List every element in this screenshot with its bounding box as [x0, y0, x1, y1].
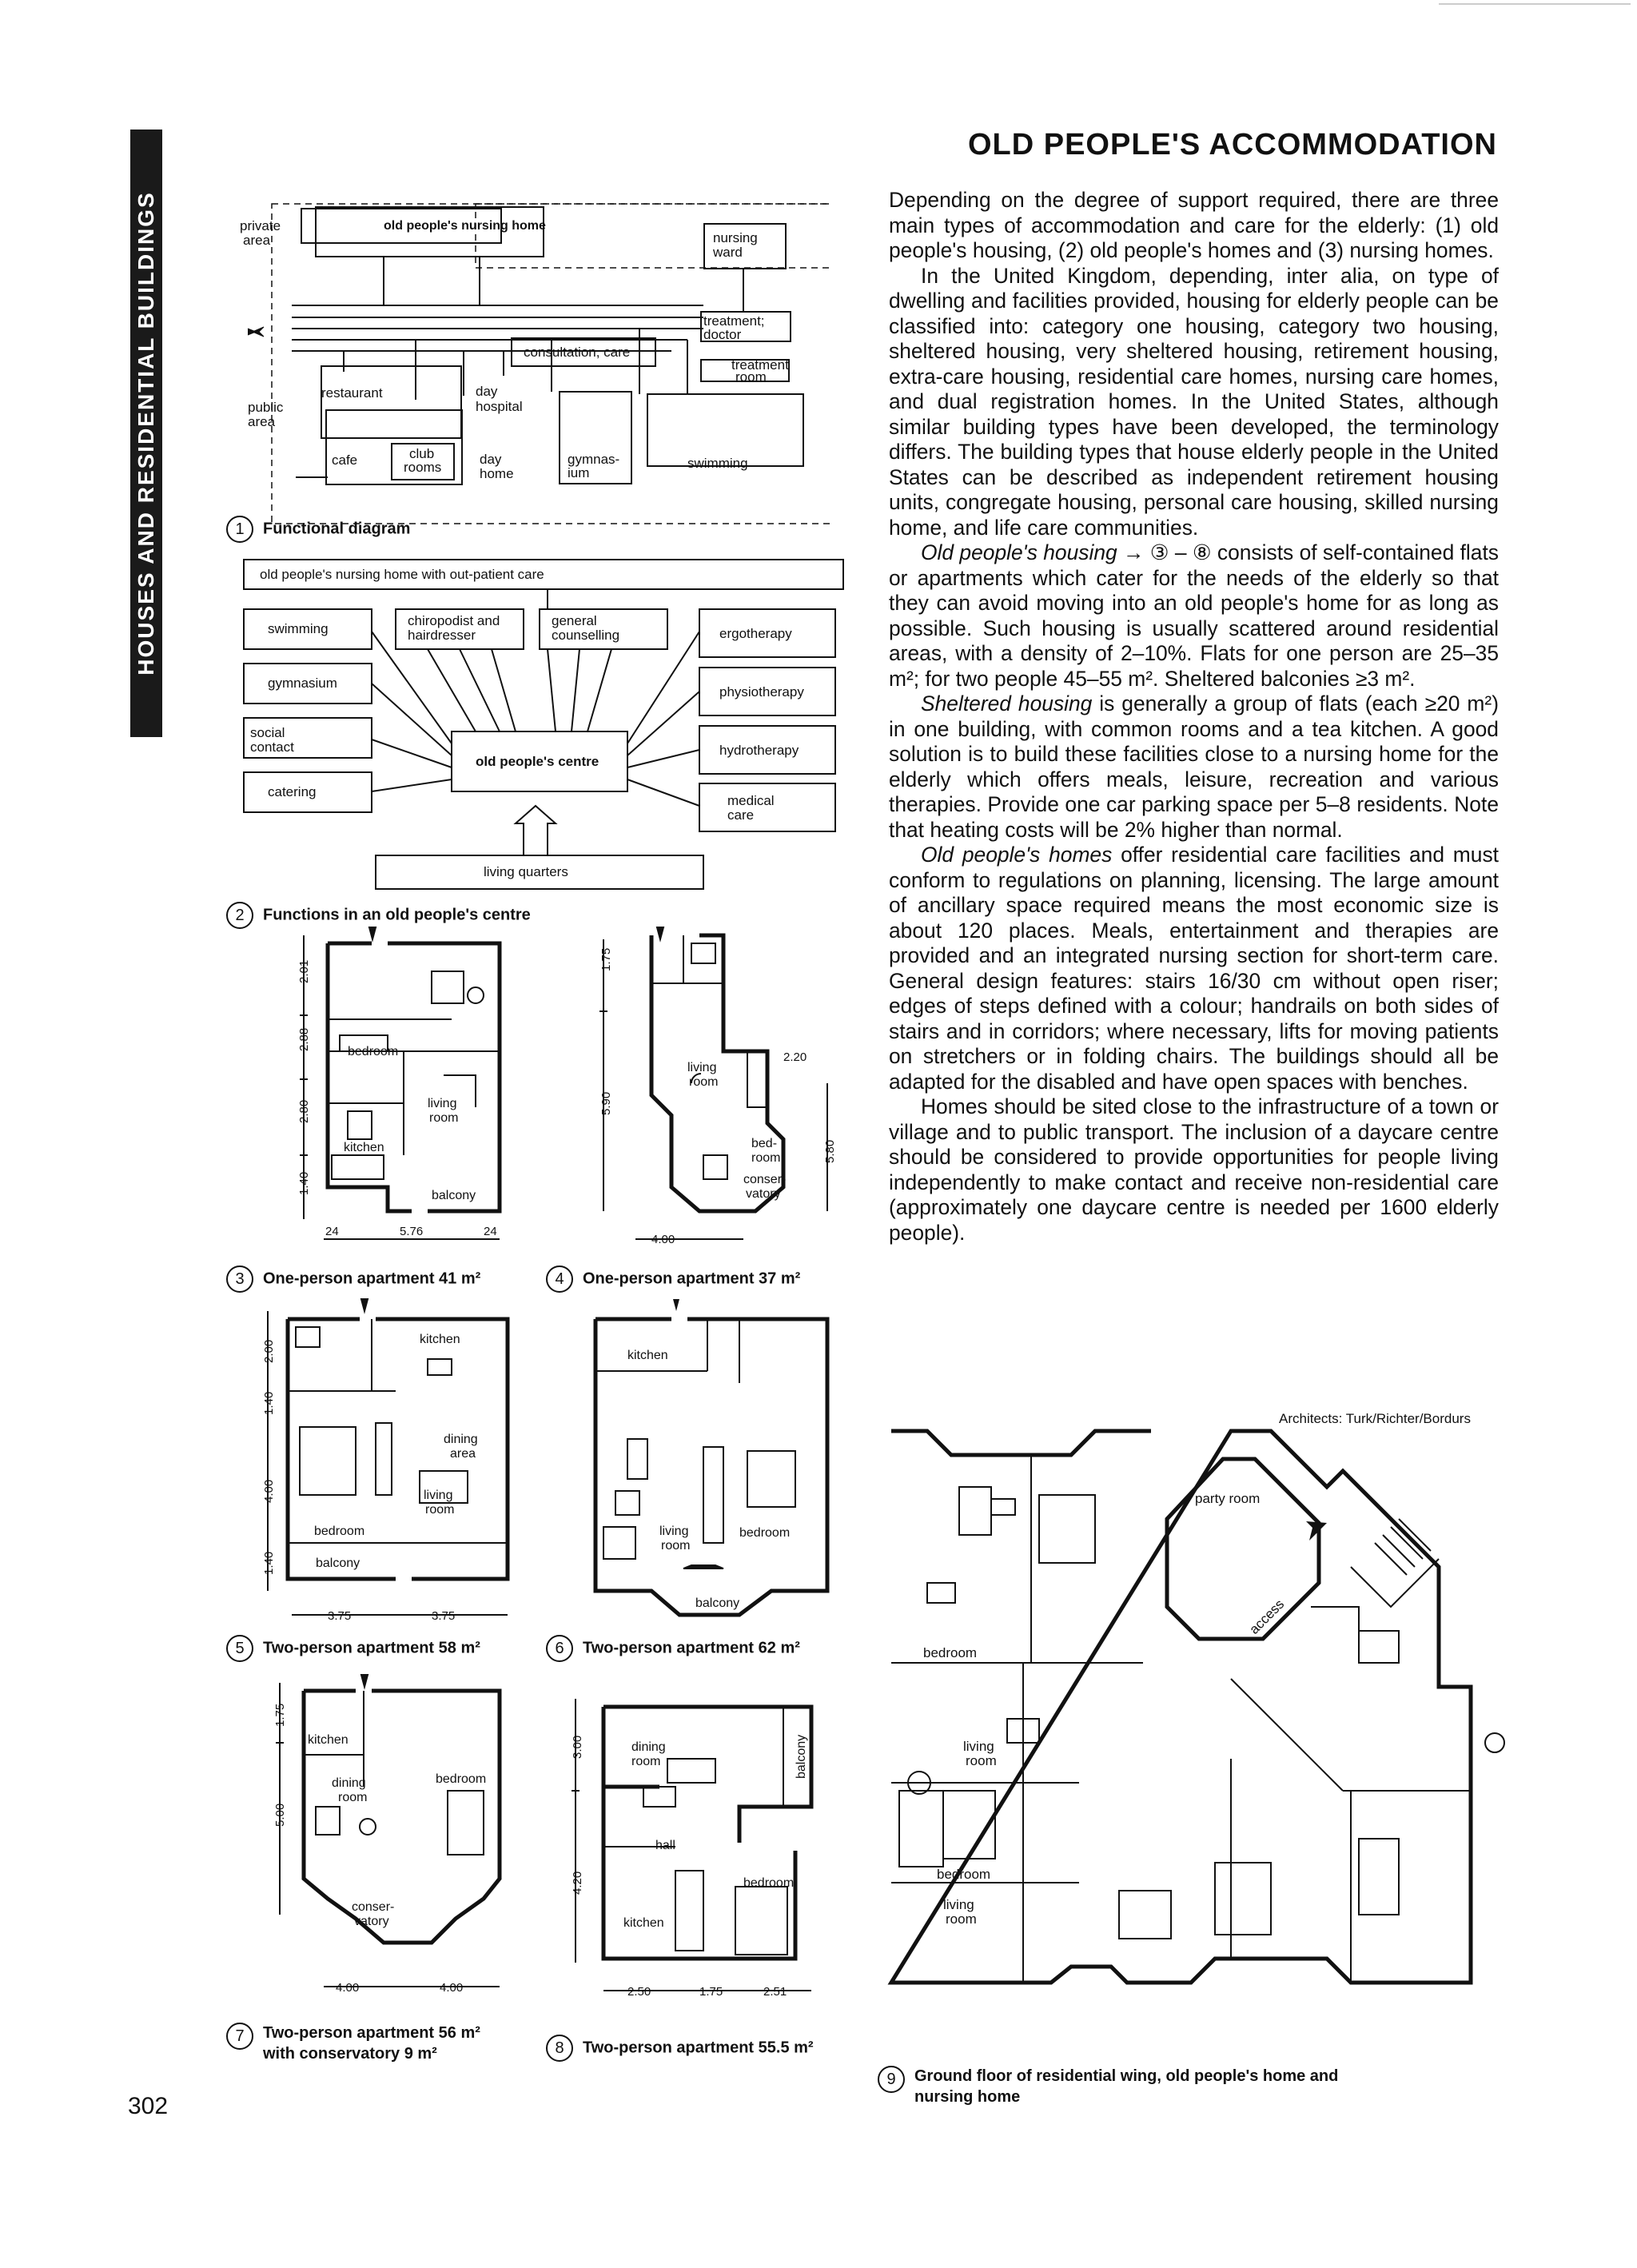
plan-one-person-37	[587, 923, 851, 1259]
f3-dim-3: 2.80	[297, 1099, 311, 1123]
f9-bedroom-1: bedroom	[923, 1645, 978, 1660]
paragraph-2: In the United Kingdom, depending, inter alia, on type of dwelling and facilities provided, housing for elderly people can be classified into: category one housing, category two housing, sheltered housing, very sheltered housing, retirement housing, extra-care housing, residential care homes, nursing care homes, and dual registration homes. In the United States, although similar building types have been developed, the terminology differs. The building types that house elderly people in the United States can be described as independent retirement housing units, congregate housing, personal care housing, skilled nursing home, and life care communities.	[889, 263, 1499, 540]
f4-dim-1: 1.75	[599, 947, 613, 971]
label-f2-contact: contact	[250, 739, 294, 755]
fig6-number: 6	[546, 1635, 573, 1662]
label-consultation: consultation, care	[524, 345, 631, 360]
f3-bedroom: bedroom	[348, 1045, 399, 1058]
f7-dim-2: 5.00	[273, 1803, 287, 1827]
label-day: day	[476, 384, 498, 399]
f3-kitchen: kitchen	[344, 1141, 384, 1154]
f6-bedroom: bedroom	[739, 1526, 791, 1540]
f8-dim-h1: 2.50	[627, 1985, 651, 1999]
f3-dim-1: 2.01	[297, 959, 311, 983]
f6-kitchen: kitchen	[627, 1349, 668, 1362]
body-text	[889, 188, 1499, 1246]
paragraph-4-text: is generally a group of flats (each ≥20 m²) in one building, with common rooms and a tea kitchen. A good solution is to build these facilities close to a nursing home for the elderly which offers meals, leisure, recreation and various therapies. Provide one car parking space per 5–8 residents. Note that heating costs will be 2% higher than normal.	[889, 692, 1499, 842]
label-nursing-home-outpatient: old people's nursing home with out-patient care	[260, 567, 544, 582]
entrance-arrow-icon	[1306, 1521, 1327, 1541]
f5-dim-h2: 3.75	[432, 1609, 456, 1623]
label-living-quarters: living quarters	[484, 864, 568, 879]
f8-dim-h3: 2.51	[763, 1985, 787, 1999]
fig7-caption-line1: Two-person apartment 56 m²	[263, 2024, 480, 2042]
f9-living-2: living	[943, 1897, 974, 1912]
label-public-area: area	[248, 414, 276, 429]
fig3-number: 3	[226, 1266, 253, 1293]
label-hairdresser: hairdresser	[408, 628, 476, 643]
f5-kitchen: kitchen	[420, 1333, 460, 1346]
f5-dim-1: 2.00	[262, 1339, 276, 1363]
label-gymnasium-1: gymnas-	[568, 452, 620, 467]
ground-floor-plan	[879, 1423, 1511, 2007]
f9-room-1: room	[966, 1753, 997, 1768]
plan-one-person-41	[284, 923, 516, 1243]
f5-dim-4: 1.40	[262, 1551, 276, 1575]
entrance-arrow-icon	[248, 327, 264, 337]
plan-two-person-62	[580, 1295, 843, 1631]
architects-credit: Architects: Turk/Richter/Bordurs	[1279, 1411, 1471, 1426]
fig9-number: 9	[878, 2066, 905, 2093]
term-sheltered-housing: Sheltered housing	[921, 692, 1093, 715]
f9-access: access	[1246, 1596, 1288, 1637]
fig9-caption-line1: Ground floor of residential wing, old people's home and	[914, 2067, 1339, 2085]
f5-dim-2: 1.40	[262, 1391, 276, 1415]
f3-living: living	[428, 1097, 457, 1110]
f4-dim-3: 2.20	[783, 1050, 807, 1064]
functional-diagram	[224, 180, 831, 532]
fig1-caption-text: Functional diagram	[263, 520, 411, 538]
f8-room: room	[631, 1755, 661, 1768]
top-rule	[1439, 3, 1631, 5]
page-number: 302	[128, 2093, 169, 2119]
f9-room-2: room	[946, 1911, 977, 1927]
paragraph-1: Depending on the degree of support required, there are three main types of accommodation and care for the elderly: (1) old people's housing, (2) old people's homes and (3) nursing homes.	[889, 188, 1499, 262]
f8-dim-h2: 1.75	[699, 1985, 723, 1999]
label-private: private	[240, 218, 281, 233]
f6-balcony: balcony	[695, 1596, 740, 1610]
label-swimming: swimming	[687, 456, 748, 471]
f4-dim-4: 5.80	[823, 1139, 837, 1163]
fig9-caption	[878, 2066, 1338, 2107]
fig4-number: 4	[546, 1266, 573, 1293]
f7-dining: dining	[332, 1776, 366, 1790]
f3-balcony: balcony	[432, 1189, 476, 1202]
f3-room: room	[429, 1111, 459, 1125]
label-f2-gymnasium: gymnasium	[268, 676, 337, 691]
f5-bedroom: bedroom	[314, 1525, 365, 1538]
f4-vatory: vatory	[746, 1187, 781, 1201]
f7-dim-1: 1.75	[273, 1703, 287, 1727]
functions-diagram	[236, 552, 851, 903]
label-care: care	[727, 807, 755, 823]
label-gymnasium-2: ium	[568, 465, 590, 480]
label-day-home-1: day	[480, 452, 502, 467]
label-f2-swimming: swimming	[268, 621, 329, 636]
f5-dim-3: 4.00	[262, 1479, 276, 1503]
label-counselling: counselling	[552, 628, 620, 643]
f4-conser: conser-	[743, 1173, 787, 1186]
label-private-area: area	[243, 233, 271, 248]
label-physiotherapy: physiotherapy	[719, 684, 804, 700]
f5-balcony: balcony	[316, 1557, 360, 1570]
f8-hall: hall	[655, 1839, 675, 1852]
f8-dim-1: 3.00	[571, 1735, 584, 1759]
f7-conser: conser-	[352, 1900, 395, 1914]
f5-dim-h1: 3.75	[328, 1609, 352, 1623]
term-old-peoples-housing: Old people's housing	[921, 540, 1117, 564]
label-general: general	[552, 613, 597, 628]
fig6-caption	[546, 1635, 800, 1662]
label-hospital: hospital	[476, 399, 523, 414]
f7-dim-h2: 4.00	[440, 1981, 464, 1995]
label-chiropodist: chiropodist and	[408, 613, 500, 628]
label-nursing: nursing	[713, 230, 758, 245]
label-restaurant: restaurant	[321, 385, 383, 401]
label-treatment-room-2: room	[735, 369, 767, 385]
fig4-caption	[546, 1266, 800, 1293]
fig8-number: 8	[546, 2035, 573, 2062]
f4-room: room	[689, 1075, 719, 1089]
label-doctor: doctor	[703, 327, 742, 342]
paragraph-3-text: → ③ – ⑧ consists of self-contained flats or apartments which cater for the needs of the elderly so that they can avoid moving into an old people's home for as long as possible. Such housing is usually scattered around residential areas, with a density of 2–10%. Flats for one person are 25–35 m²; for two people 45–55 m². Sheltered balconies ≥3 m².	[889, 540, 1499, 691]
f7-vatory: vatory	[354, 1915, 389, 1928]
fig1-number: 1	[226, 516, 253, 543]
f7-dim-h1: 4.00	[336, 1981, 360, 1995]
f5-dining: dining	[444, 1433, 478, 1446]
f7-bedroom: bedroom	[436, 1772, 487, 1786]
f9-party-room: party room	[1195, 1491, 1261, 1506]
fig5-caption-text: Two-person apartment 58 m²	[263, 1639, 480, 1657]
fig9-caption-line2: nursing home	[914, 2088, 1021, 2106]
label-public: public	[248, 400, 284, 415]
fig7-caption	[226, 2023, 480, 2064]
f4-dim-2: 5.90	[599, 1091, 613, 1115]
fig2-number: 2	[226, 902, 253, 929]
f8-bedroom: bedroom	[743, 1876, 795, 1890]
fig5-number: 5	[226, 1635, 253, 1662]
f8-dining: dining	[631, 1740, 666, 1754]
label-f2-catering: catering	[268, 784, 317, 799]
f6-room: room	[661, 1539, 691, 1553]
label-club: club	[409, 446, 435, 461]
plan-two-person-55-5	[556, 1683, 835, 2003]
fig3-caption-text: One-person apartment 41 m²	[263, 1270, 481, 1288]
paragraph-6: Homes should be sited close to the infrastructure of a town or village and to public transport. The inclusion of a daycare centre should be considered to provide opportunities for people living independently to make contact and receive non-residential care (approximately one daycare centre is needed per 1600 elderly people).	[889, 1094, 1499, 1245]
f3-dim-4: 1.40	[297, 1171, 311, 1195]
f5-area: area	[450, 1447, 476, 1461]
fig7-caption-line2: with conservatory 9 m²	[263, 2045, 437, 2063]
fig2-caption-text: Functions in an old people's centre	[263, 906, 531, 924]
term-old-peoples-homes: Old people's homes	[921, 843, 1113, 867]
fig5-caption	[226, 1635, 480, 1662]
paragraph-3	[889, 540, 1499, 692]
f3-dim-h3: 24	[484, 1225, 497, 1238]
f4-dim-5: 4.00	[651, 1233, 675, 1246]
label-f2-social: social	[250, 725, 285, 740]
plan-two-person-58	[244, 1295, 516, 1631]
f4-bed: bed-	[751, 1137, 778, 1150]
f3-dim-2: 2.88	[297, 1027, 311, 1051]
fig8-caption-text: Two-person apartment 55.5 m²	[583, 2039, 814, 2057]
f8-kitchen: kitchen	[623, 1916, 664, 1930]
fig8-caption	[546, 2035, 814, 2062]
label-rooms: rooms	[404, 460, 442, 475]
label-treatment-room-1: treatment	[731, 357, 789, 373]
fig3-caption	[226, 1266, 480, 1293]
label-medical: medical	[727, 793, 775, 808]
fig6-caption-text: Two-person apartment 62 m²	[583, 1639, 800, 1657]
label-treatment: treatment;	[703, 313, 765, 329]
label-old-peoples-centre: old people's centre	[476, 754, 599, 769]
f5-room: room	[425, 1503, 455, 1517]
f4-bedroom-2: room	[751, 1151, 781, 1165]
f8-balcony: balcony	[795, 1734, 808, 1779]
section-tab-label: HOUSES AND RESIDENTIAL BUILDINGS	[133, 191, 158, 676]
page-title: OLD PEOPLE'S ACCOMMODATION	[967, 128, 1497, 161]
label-cafe: cafe	[332, 452, 358, 468]
paragraph-5-text: offer residential care facilities and must conform to regulations on planning, licensing. The large amount of ancillary space required means the most economic size is about 120 places. Meals, entertainment and therapies are provided and an integrated nursing section for short-term care. General design features: stairs 16/30 cm without open riser; edges of steps defined with a colour; handrails on both sides of stairs and in corridors; where necessary, lifts for moving patients on stretchers or in folding chairs. The buildings should all be adapted for the disabled and have open spaces with benches.	[889, 843, 1499, 1094]
fig4-caption-text: One-person apartment 37 m²	[583, 1270, 801, 1288]
label-hydrotherapy: hydrotherapy	[719, 743, 799, 758]
label-ward: ward	[713, 245, 743, 260]
fig7-number: 7	[226, 2023, 253, 2050]
label-ergotherapy: ergotherapy	[719, 626, 792, 641]
paragraph-5	[889, 843, 1499, 1094]
label-day-home-2: home	[480, 466, 514, 481]
f3-dim-h1: 24	[325, 1225, 339, 1238]
f9-living-1: living	[963, 1739, 994, 1754]
paragraph-4	[889, 692, 1499, 843]
label-nursing-home: old people's nursing home	[384, 219, 546, 233]
f7-kitchen: kitchen	[308, 1733, 349, 1747]
f5-living: living	[424, 1489, 453, 1502]
f3-dim-h2: 5.76	[400, 1225, 424, 1238]
f7-room: room	[338, 1791, 368, 1804]
f4-living: living	[687, 1061, 717, 1074]
f6-living: living	[659, 1525, 689, 1538]
f9-bedroom-2: bedroom	[937, 1867, 991, 1882]
fig1-caption	[226, 516, 410, 543]
f8-dim-2: 4.20	[571, 1871, 584, 1895]
